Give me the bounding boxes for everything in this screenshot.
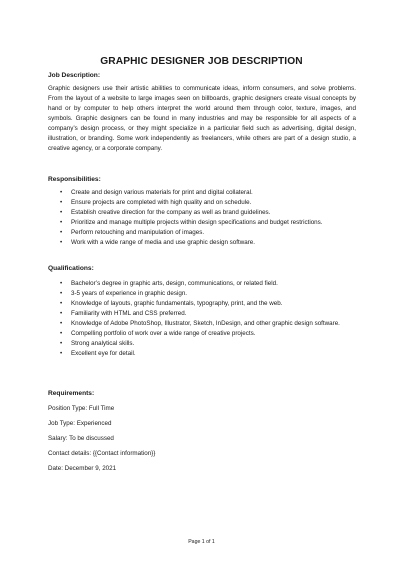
date: Date: December 9, 2021	[48, 465, 117, 472]
bullet-icon: •	[60, 339, 63, 347]
list-item: • Ensure projects are completed with high quality and on schedule.	[60, 198, 252, 206]
contact-details: Contact details: {{Contact information}}	[48, 450, 156, 457]
bullet-icon: •	[60, 289, 63, 297]
list-item: • Familiarity with HTML and CSS preferred.	[60, 309, 187, 317]
list-item: • Bachelor’s degree in graphic arts, design, communications, or related field.	[60, 280, 278, 287]
list-item: • Create and design various materials for print and digital collateral.	[60, 189, 253, 196]
list-item: • Establish creative direction for the company as well as brand guidelines.	[60, 208, 271, 216]
bullet-icon: •	[60, 349, 63, 357]
list-item: • Strong analytical skills.	[60, 339, 135, 347]
requirements-heading: Requirements:	[48, 390, 95, 397]
salary: Salary: To be discussed	[48, 435, 114, 442]
bullet-icon: •	[60, 238, 63, 246]
list-item: • Perform retouching and manipulation of images.	[60, 228, 205, 236]
qualifications-heading: Qualifications:	[48, 265, 94, 272]
list-item: • 3-5 years of experience in graphic design.	[60, 289, 188, 297]
list-item: • Knowledge of Adobe PhotoShop, Illustrator, Sketch, InDesign, and other graphic design software.	[60, 319, 340, 327]
page-title: GRAPHIC DESIGNER JOB DESCRIPTION	[100, 56, 303, 67]
responsibilities-heading: Responsibilities:	[48, 176, 101, 183]
job-type: Job Type: Experienced	[48, 420, 112, 427]
bullet-icon: •	[60, 329, 63, 337]
list-item: • Knowledge of layouts, graphic fundamentals, typography, print, and the web.	[60, 299, 283, 307]
bullet-icon: •	[60, 208, 63, 216]
position-type: Position Type: Full Time	[48, 405, 115, 412]
job-description-heading: Job Description:	[48, 72, 101, 79]
page-number: Page 1 of 1	[188, 539, 215, 545]
list-item: • Compelling portfolio of work over a wide range of creative projects.	[60, 329, 256, 337]
bullet-icon: •	[60, 280, 63, 287]
bullet-icon: •	[60, 299, 63, 307]
bullet-icon: •	[60, 189, 63, 196]
list-item: • Excellent eye for detail.	[60, 349, 136, 357]
list-item: • Work with a wide range of media and use graphic design software.	[60, 238, 256, 246]
bullet-icon: •	[60, 309, 63, 317]
bullet-icon: •	[60, 228, 63, 236]
bullet-icon: •	[60, 198, 63, 206]
bullet-icon: •	[60, 218, 63, 226]
responsibilities-list	[48, 188, 357, 248]
qualifications-list	[48, 279, 357, 359]
bullet-icon: •	[60, 319, 63, 327]
list-item: • Prioritize and manage multiple projects within design specifications and budget restrictions.	[60, 218, 323, 226]
job-description-text: Graphic designers use their artistic abilities to communicate ideas, inform consumers, and solve problems. From the layout of a website to large images seen on billboards, graphic designers create visual concepts by hand or by computer to help others interpret the world around them through color, texture, images, and symbols. Graphic designers can be found in many industries and may be responsible for all aspects of a company’s design process, or they might specialize in a particular field such as advertising, digital design, illustration, or branding. Some work independently as freelancers, while others are part of a design studio, a creative agency, or a corporate company.	[48, 85, 356, 152]
